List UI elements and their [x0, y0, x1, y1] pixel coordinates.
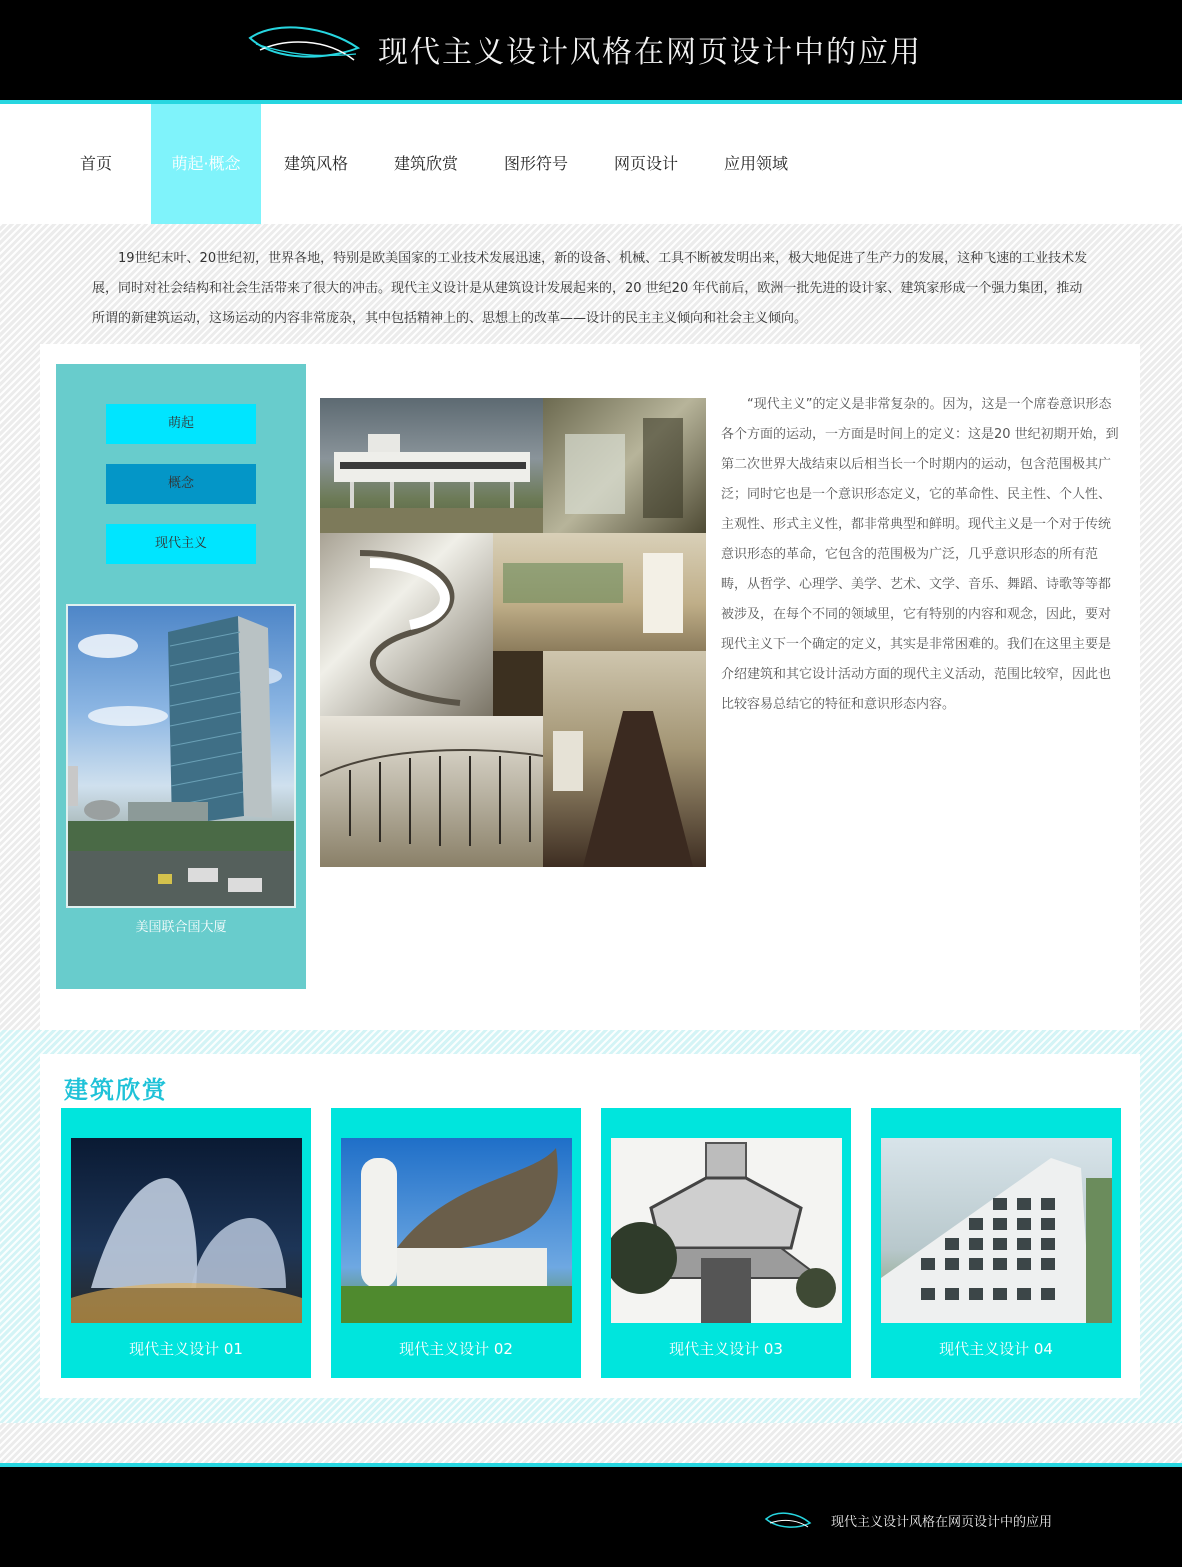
gallery-item-2[interactable] [331, 1108, 581, 1378]
site-footer [0, 1463, 1182, 1567]
un-building-photo [66, 604, 296, 908]
interior-photo-2 [493, 533, 706, 651]
gallery-image-3 [611, 1138, 842, 1323]
site-title: 现代主义设计风格在网页设计中的应用 [378, 35, 922, 70]
nav-item-applications[interactable]: 应用领域 [723, 154, 788, 173]
gallery-image-1 [71, 1138, 302, 1323]
main-nav [0, 104, 1182, 224]
villa-savoye-photo [320, 398, 543, 533]
intro-paragraph: 19世纪末叶、20世纪初，世界各地，特别是欧美国家的工业技术发展迅速，新的设备、机械、工具不断被发明出来，极大地促进了生产力的发展，这种飞速的工业技术发展，同时对社会结构和社会生活带来了很大的冲击。现代主义设计是从建筑设计发展起来的，20 世纪20 年代前后，欧洲一批先进的设计家、建筑家形成一个强力集团，推动所谓的新建筑运动，这场运动的内容非常庞杂，其中包括精神上的、思想上的改革——设计的民主主义倾向和社会主义倾向。 [92, 251, 1088, 326]
corridor-photo [543, 651, 706, 867]
sidebar-button-modernism[interactable]: 现代主义 [106, 524, 256, 564]
photo-caption: 美国联合国大厦 [135, 920, 227, 935]
architecture-collage [320, 398, 706, 867]
sidebar-button-concept[interactable]: 概念 [106, 464, 256, 504]
gallery-item-4[interactable] [871, 1108, 1121, 1378]
sidebar [56, 364, 306, 989]
gallery-caption-1: 现代主义设计 01 [129, 1340, 243, 1358]
gallery-image-4 [881, 1138, 1112, 1323]
nav-item-home[interactable]: 首页 [79, 154, 112, 173]
site-header [0, 0, 1182, 104]
gallery-item-1[interactable] [61, 1108, 311, 1378]
modernism-definition-text: “现代主义”的定义是非常复杂的。因为，这是一个席卷意识形态各个方面的运动，一方面是时间上的定义：这是20 世纪初期开始，到第二次世界大战结束以后相当长一个时期内的运动，包含范围极其广泛；同时它也是一个意识形态定义，它的革命性、民主性、个人性、主观性、形式主义性，都非常典型和鲜明。现代主义是一个对于传统意识形态的革命，它包含的范围极为广泛，几乎意识形态的所有范畴，从哲学、心理学、美学、艺术、文学、音乐、舞蹈、诗歌等等都被涉及，在每个不同的领域里，它有特别的内容和观念，因此，要对现代主义下一个确定的定义，其实是非常困难的。我们在这里主要是介绍建筑和其它设计活动方面的现代主义活动，范围比较窄，因此也比较容易总结它的特征和意识形态内容。 [721, 397, 1119, 712]
gallery-item-3[interactable] [601, 1108, 851, 1378]
nav-item-architecture-gallery[interactable]: 建筑欣赏 [393, 154, 458, 173]
gallery-image-2 [341, 1138, 572, 1323]
gallery-caption-3: 现代主义设计 03 [669, 1340, 783, 1358]
gallery-caption-2: 现代主义设计 02 [399, 1340, 513, 1358]
nav-item-graphic-symbols[interactable]: 图形符号 [503, 154, 568, 173]
nav-item-architecture-style[interactable]: 建筑风格 [283, 154, 348, 173]
nav-item-origin-concept[interactable]: 萌起·概念 [151, 104, 261, 224]
nav-item-web-design[interactable]: 网页设计 [613, 154, 678, 173]
leaf-logo-icon [764, 1511, 812, 1533]
leaf-logo-icon [246, 24, 362, 70]
footer-spacer [0, 1423, 1182, 1463]
gallery-title: 建筑欣赏 [64, 1076, 168, 1104]
curved-facade-photo [320, 716, 543, 867]
spiral-stair-photo [320, 533, 493, 716]
footer-title: 现代主义设计风格在网页设计中的应用 [831, 1515, 1053, 1530]
interior-photo-1 [543, 398, 706, 533]
sidebar-button-origin[interactable]: 萌起 [106, 404, 256, 444]
gallery-caption-4: 现代主义设计 04 [939, 1340, 1053, 1358]
